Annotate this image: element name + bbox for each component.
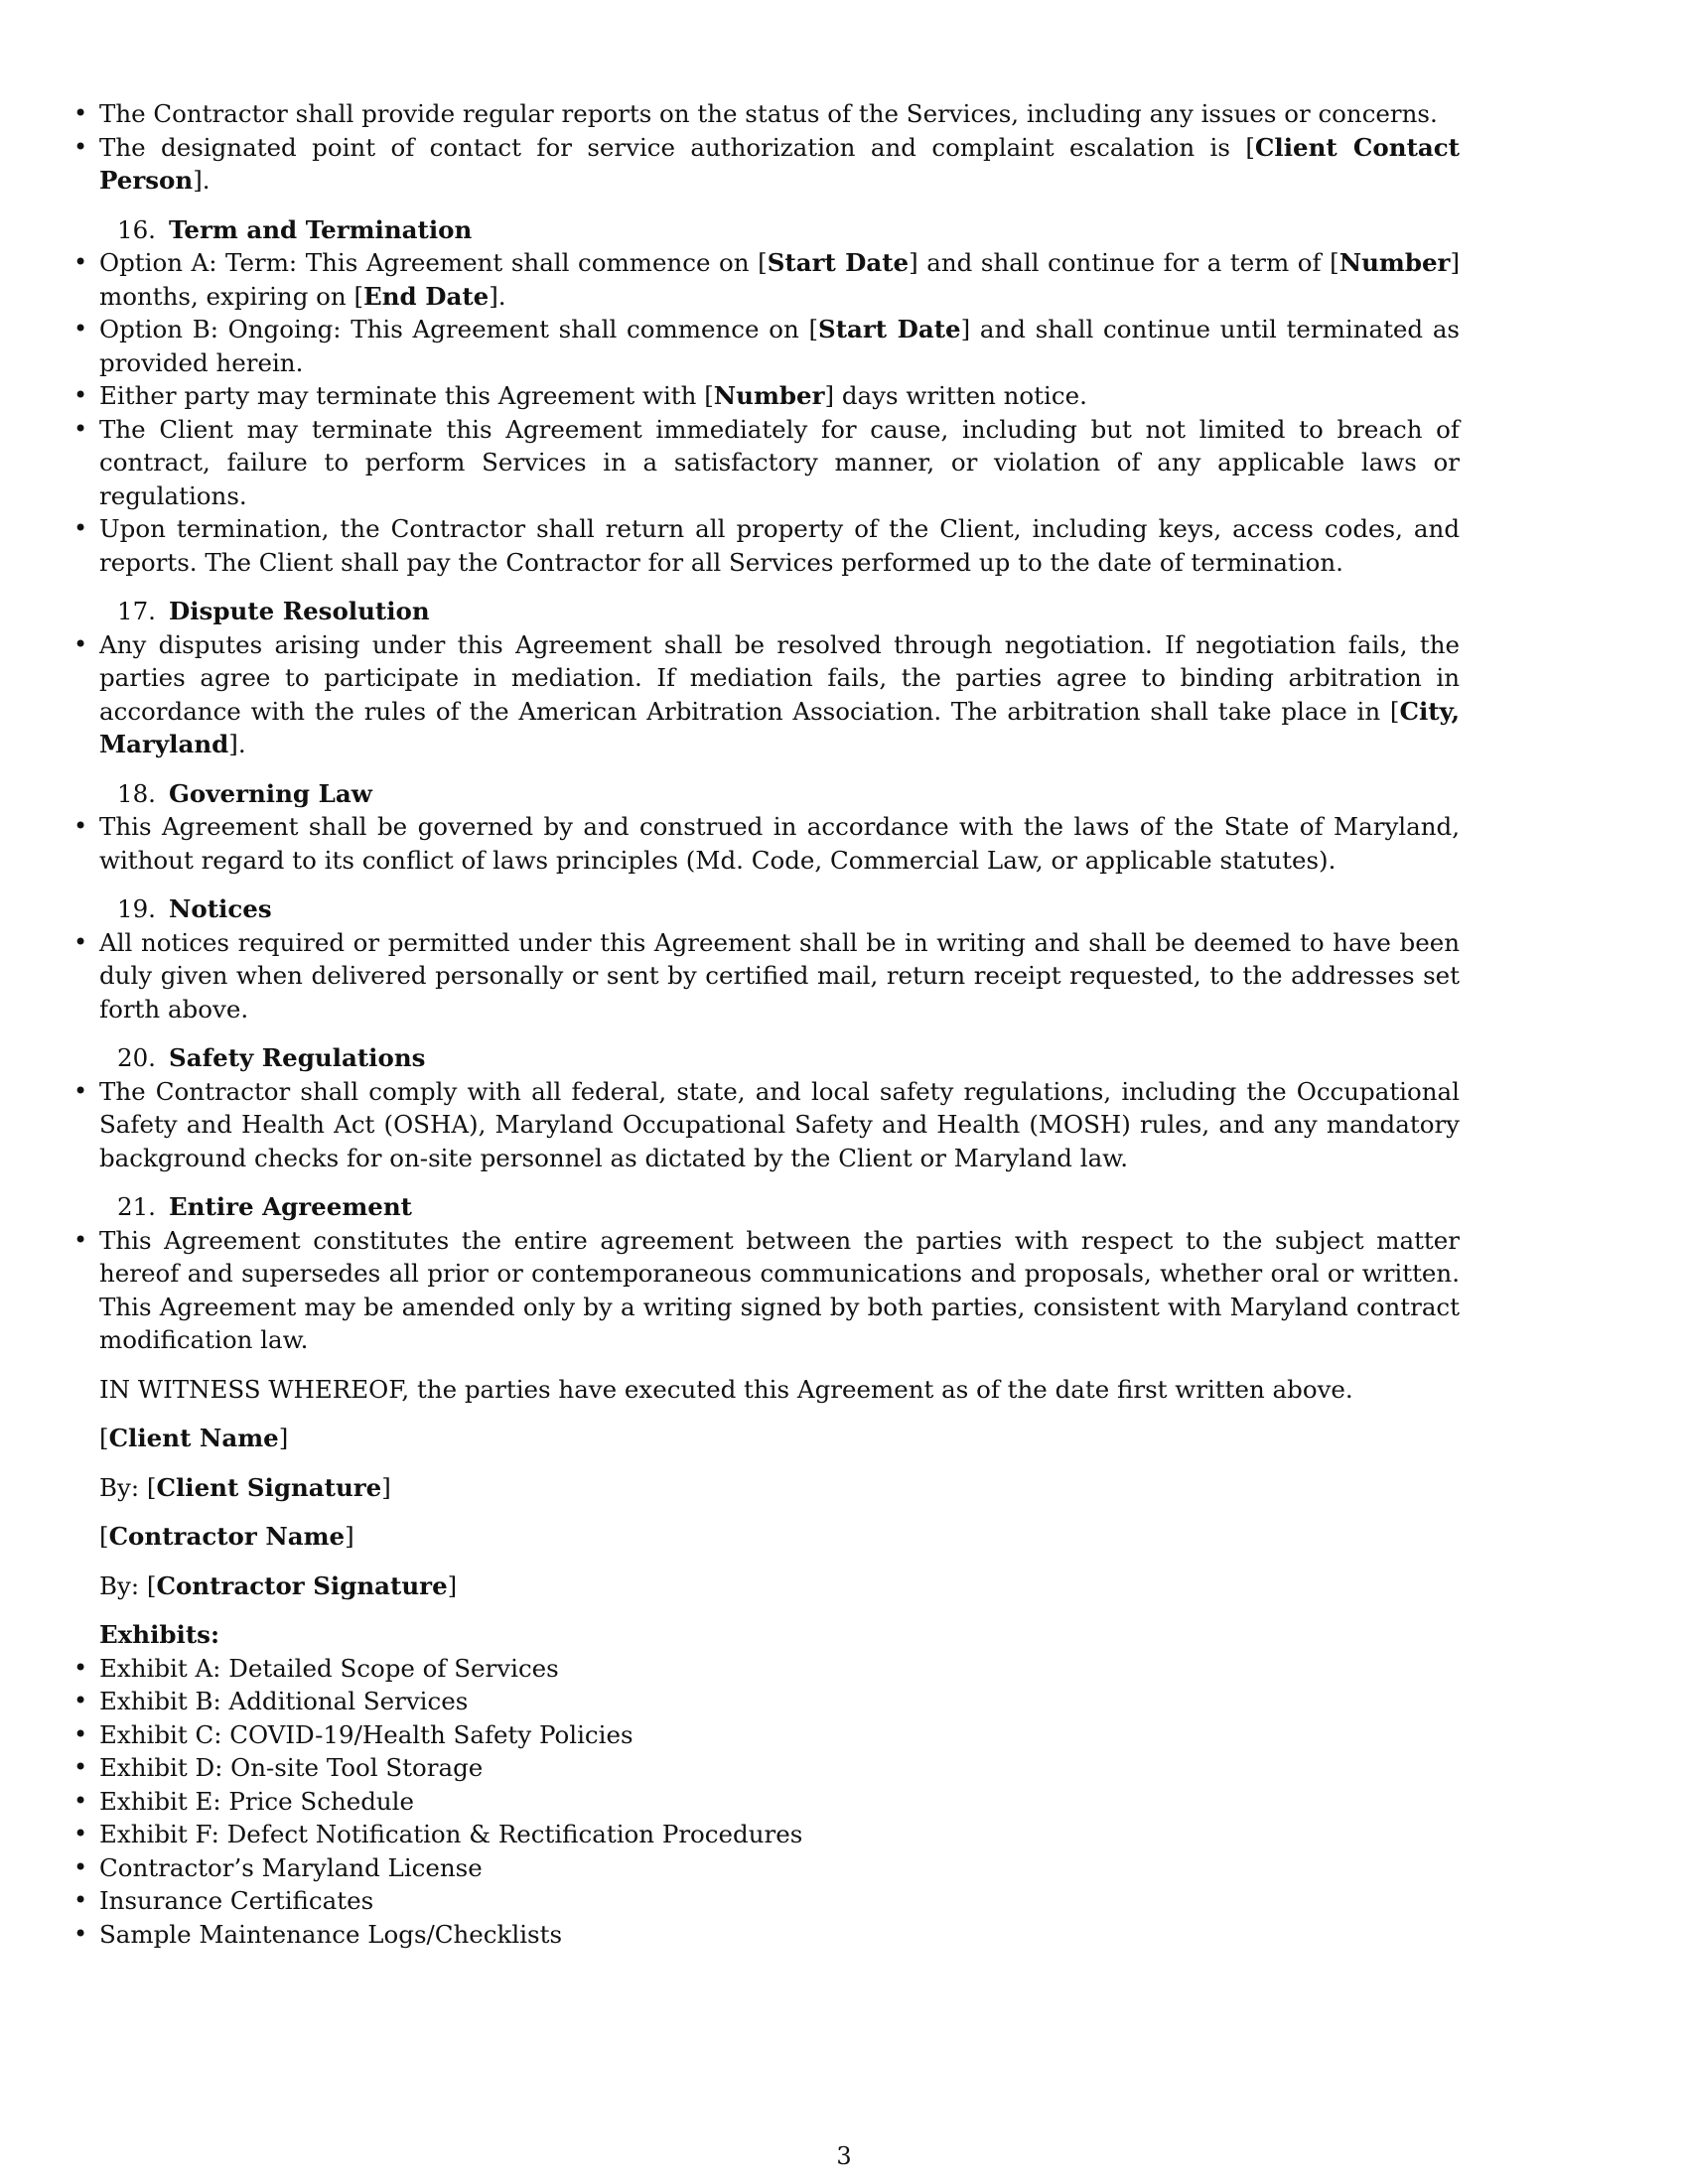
section-title: Term and Termination [169, 214, 473, 244]
list-item [99, 131, 1460, 198]
section-number: 16. [117, 214, 156, 244]
section [99, 213, 1589, 580]
section-bullet-list [99, 628, 1460, 761]
bold-placeholder: Number [1338, 248, 1451, 277]
bold-placeholder: End Date [363, 281, 490, 311]
section-heading [117, 1190, 1589, 1224]
sections-container [99, 213, 1589, 1357]
section-number: 17. [117, 597, 156, 625]
bold-placeholder: Client Name [108, 1424, 279, 1452]
exhibit-item: • Exhibit D: On-site Tool Storage [99, 1751, 1589, 1785]
section-title: Notices [169, 894, 272, 923]
text-run: Upon termination, the Contractor shall return all property of the Client, including keys, access codes, and reports. The Client shall pay the Contractor for all Services performed up to the date of termination. [99, 514, 1460, 577]
text-run: Option A: Term: This Agreement shall commence on [ [99, 248, 768, 277]
list-item [99, 512, 1460, 579]
list-item [99, 810, 1460, 877]
text-run: By: [ [99, 1472, 157, 1502]
signature-line [99, 1570, 1589, 1603]
bold-placeholder: Number [713, 381, 825, 410]
text-run: Any disputes arising under this Agreement shall be resolved through negotiation. If negotiation fails, the parties agree to participate in mediation. If mediation fails, the parties agree to binding arbitration in accordance with the rules of the American Arbitration Association. The arbitration shall take place in [ [99, 629, 1460, 726]
text-run: ] and shall continue for a term of [ [909, 248, 1339, 277]
list-item [99, 1075, 1460, 1175]
bold-placeholder: City, Maryland [99, 696, 1460, 758]
section-bullet-list [99, 810, 1460, 877]
text-run: ] [345, 1522, 354, 1551]
list-item [99, 97, 1460, 131]
exhibit-item: • Exhibit A: Detailed Scope of Services [99, 1652, 1589, 1686]
exhibit-item: • Insurance Certificates [99, 1884, 1589, 1918]
text-run: ] and shall continue until terminated as provided herein. [99, 315, 1461, 377]
text-run: The designated point of contact for service authorization and complaint escalation is [ [99, 132, 1255, 162]
section-heading [117, 892, 1589, 926]
text-run: The Client may terminate this Agreement immediately for cause, including but not limited to breach of contract, failure to perform Services in a satisfactory manner, or violation of any applicable laws or regulations. [99, 414, 1460, 510]
exhibit-list [99, 1652, 1589, 1952]
exhibits-heading: Exhibits: [99, 1620, 219, 1649]
page-number: 3 [836, 2142, 852, 2170]
section-number: 21. [117, 1192, 156, 1221]
text-run: ]. [193, 166, 211, 195]
document-page [99, 97, 1589, 1951]
exhibit-item: • Exhibit F: Defect Notification & Rectification Procedures [99, 1818, 1589, 1851]
text-run: Either party may terminate this Agreement with [ [99, 381, 714, 410]
text-run: Option B: Ongoing: This Agreement shall commence on [ [99, 315, 819, 343]
section-number: 18. [117, 778, 156, 808]
text-run: ] [278, 1424, 289, 1452]
signature-line [99, 1422, 1589, 1455]
section [99, 777, 1589, 878]
signature-line [99, 1471, 1589, 1505]
section-title: Safety Regulations [169, 1043, 426, 1072]
exhibit-item: • Exhibit C: COVID-19/Health Safety Policies [99, 1718, 1589, 1752]
text-run: By: [ [99, 1570, 157, 1600]
section-number: 19. [117, 894, 156, 923]
section [99, 892, 1589, 1025]
section-number: 20. [117, 1043, 156, 1072]
text-run: The Contractor shall comply with all federal, state, and local safety regulations, including the Occupational Safety and Health Act (OSHA), Maryland Occupational Safety and Health (MOSH) rules, and any mandatory background checks for on-site personnel as dictated by the Client or Maryland law. [99, 1076, 1460, 1172]
list-item [99, 628, 1460, 761]
section-title: Governing Law [169, 778, 372, 808]
exhibit-item: • Exhibit E: Price Schedule [99, 1785, 1589, 1819]
text-run: The Contractor shall provide regular reports on the status of the Services, including any issues or concerns. [99, 99, 1438, 128]
signature-line [99, 1520, 1589, 1554]
text-run: ] months, expiring on [ [99, 248, 1461, 311]
list-item [99, 1224, 1460, 1357]
list-item [99, 379, 1460, 413]
section-heading [117, 595, 1589, 628]
intro-bullet-list [99, 97, 1460, 198]
section-bullet-list [99, 926, 1460, 1026]
section [99, 1041, 1589, 1174]
list-item [99, 413, 1460, 513]
exhibit-item: • Sample Maintenance Logs/Checklists [99, 1918, 1589, 1952]
bold-placeholder: Contractor Signature [156, 1570, 448, 1600]
section-bullet-list [99, 1075, 1460, 1175]
text-run: ] [381, 1472, 391, 1502]
list-item [99, 313, 1460, 379]
bold-placeholder: Client Contact Person [99, 132, 1460, 195]
text-run: ]. [489, 281, 506, 311]
section [99, 1190, 1589, 1357]
text-run: [ [99, 1424, 109, 1452]
bold-placeholder: Contractor Name [108, 1522, 346, 1551]
section [99, 595, 1589, 761]
list-item [99, 926, 1460, 1026]
section-heading [117, 777, 1589, 811]
text-run: All notices required or permitted under this Agreement shall be in writing and shall be deemed to have been duly given when delivered personally or sent by certified mail, return receipt requested, to the addresses set forth above. [99, 927, 1460, 1024]
bold-placeholder: Start Date [818, 315, 961, 343]
exhibit-item: • Contractor’s Maryland License [99, 1851, 1589, 1885]
signature-block [99, 1422, 1589, 1602]
witness-statement: IN WITNESS WHEREOF, the parties have executed this Agreement as of the date first written above. [99, 1374, 1353, 1404]
text-run: ] [447, 1570, 458, 1600]
bold-placeholder: Client Signature [156, 1472, 382, 1502]
section-title: Dispute Resolution [169, 597, 430, 625]
exhibit-item: • Exhibit B: Additional Services [99, 1685, 1589, 1718]
section-bullet-list [99, 1224, 1460, 1357]
text-run: This Agreement shall be governed by and construed in accordance with the laws of the State of Maryland, without regard to its conflict of laws principles (Md. Code, Commercial Law, or applicable statutes). [99, 812, 1460, 875]
text-run: ]. [228, 730, 246, 758]
section-bullet-list [99, 246, 1460, 579]
bold-placeholder: Start Date [767, 248, 910, 277]
text-run: This Agreement constitutes the entire agreement between the parties with respect to the subject matter hereof and supersedes all prior or contemporaneous communications and proposals, whether oral or written. This Agreement may be amended only by a writing signed by both parties, consistent with Maryland contract modification law. [99, 1225, 1460, 1354]
text-run: [ [99, 1522, 109, 1551]
section-heading [117, 213, 1589, 247]
list-item [99, 246, 1460, 313]
section-heading [117, 1041, 1589, 1075]
section-title: Entire Agreement [169, 1192, 412, 1221]
text-run: ] days written notice. [824, 381, 1087, 410]
